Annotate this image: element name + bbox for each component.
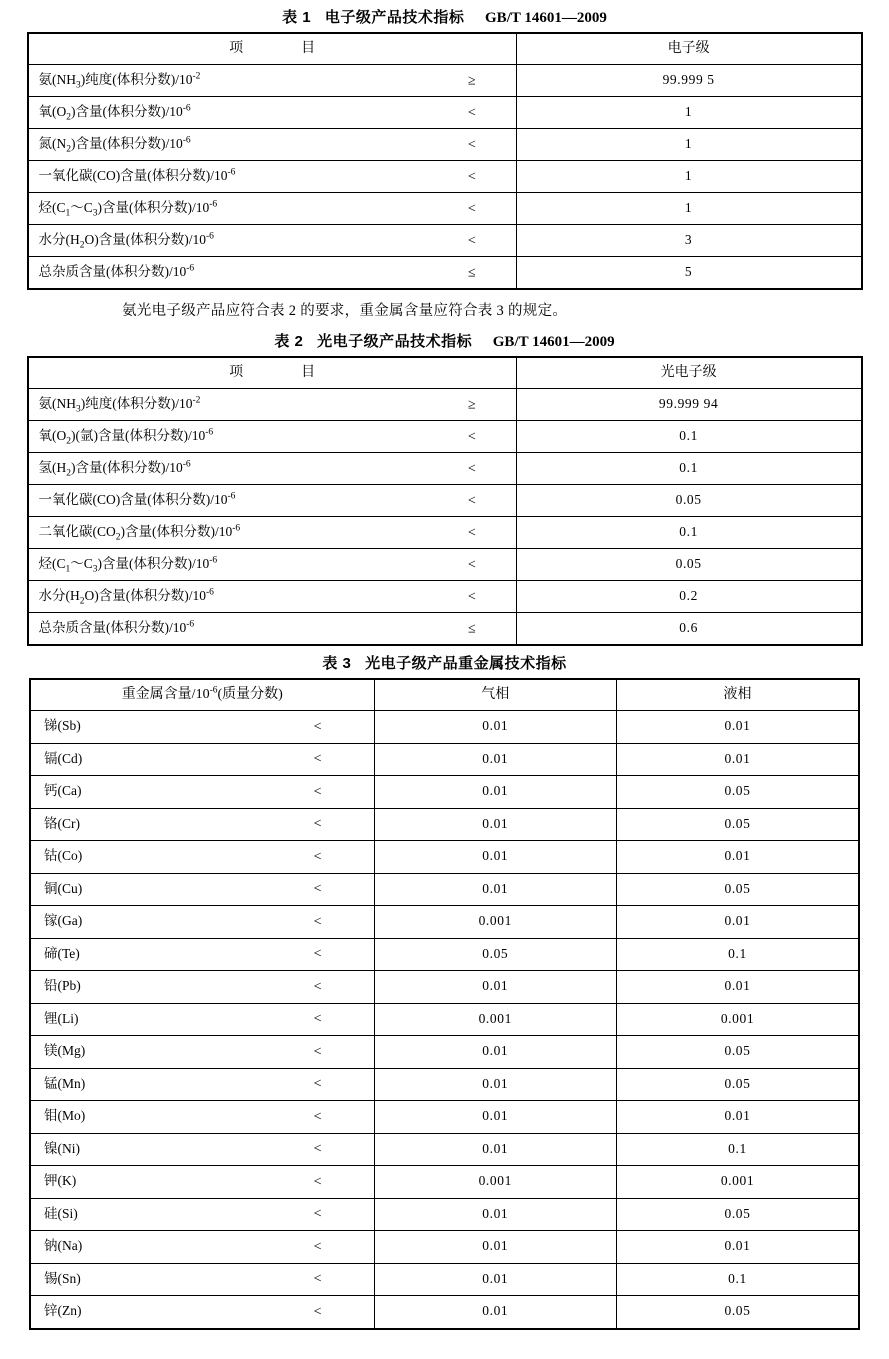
table-row bbox=[30, 1036, 859, 1069]
row-item-label: 总杂质含量(体积分数)$/10^{-6}$ ≤ bbox=[28, 613, 517, 646]
row-item-label: 碲(Te) < bbox=[30, 938, 374, 971]
row-item-label: 一氧化碳(CO)含量(体积分数)$/10^{-6}$ < bbox=[28, 485, 517, 517]
row-value-liquid: 0.01 bbox=[617, 1231, 860, 1264]
row-value-liquid: 0.001 bbox=[617, 1166, 860, 1199]
table-2-caption-standard: GB/T 14601—2009 bbox=[492, 334, 615, 350]
table-row bbox=[28, 65, 862, 97]
row-item-label: 铬(Cr) < bbox=[30, 808, 374, 841]
row-value: 0.1 bbox=[516, 421, 861, 453]
row-value: 0.05 bbox=[516, 485, 861, 517]
row-value-liquid: 0.05 bbox=[617, 776, 860, 809]
comparison-symbol: < bbox=[313, 979, 322, 995]
comparison-symbol: < bbox=[313, 784, 322, 800]
table-row bbox=[28, 453, 862, 485]
row-value: 0.1 bbox=[516, 517, 861, 549]
comparison-symbol: < bbox=[313, 719, 322, 735]
table-3-caption-title: 光电子级产品重金属技术指标 bbox=[365, 655, 567, 672]
table-row bbox=[30, 1263, 859, 1296]
row-item-label: 镓(Ga) < bbox=[30, 906, 374, 939]
table-row bbox=[30, 743, 859, 776]
table-row bbox=[30, 711, 859, 744]
comparison-symbol: < bbox=[313, 1271, 322, 1287]
row-value-gas: 0.05 bbox=[374, 938, 616, 971]
table-row bbox=[30, 808, 859, 841]
row-value: 1 bbox=[516, 161, 861, 193]
row-item-label: 钙(Ca) < bbox=[30, 776, 374, 809]
row-value-liquid: 0.05 bbox=[617, 1068, 860, 1101]
row-value-liquid: 0.05 bbox=[617, 1036, 860, 1069]
table-1-caption bbox=[0, 0, 889, 32]
table-row bbox=[28, 161, 862, 193]
row-item-label: 氧$(O_2)$含量(体积分数)$/10^{-6}$ < bbox=[28, 97, 517, 129]
row-value-liquid: 0.01 bbox=[617, 971, 860, 1004]
row-value-gas: 0.01 bbox=[374, 1198, 616, 1231]
row-value-liquid: 0.1 bbox=[617, 938, 860, 971]
table-1 bbox=[27, 32, 863, 290]
row-value: 5 bbox=[516, 257, 861, 290]
row-value-gas: 0.01 bbox=[374, 1296, 616, 1329]
table-row bbox=[28, 357, 862, 389]
row-value-liquid: 0.01 bbox=[617, 1101, 860, 1134]
comparison-symbol: ≤ bbox=[468, 620, 476, 636]
row-value-liquid: 0.1 bbox=[617, 1263, 860, 1296]
table-row bbox=[28, 257, 862, 290]
row-item-label: 氨$(NH_3)$纯度(体积分数)$/10^{-2}$ ≥ bbox=[28, 65, 517, 97]
table-row bbox=[30, 906, 859, 939]
comparison-symbol: < bbox=[313, 1076, 322, 1092]
row-value: 3 bbox=[516, 225, 861, 257]
table-row bbox=[30, 776, 859, 809]
row-value: 99.999 94 bbox=[516, 389, 861, 421]
row-value-liquid: 0.05 bbox=[617, 808, 860, 841]
comparison-symbol: ≥ bbox=[468, 72, 476, 88]
row-value-gas: 0.01 bbox=[374, 1101, 616, 1134]
row-value-gas: 0.01 bbox=[374, 873, 616, 906]
row-item-label: 烃$(C_1\sim C_3)$含量(体积分数)$/10^{-6}$ < bbox=[28, 549, 517, 581]
row-value: 1 bbox=[516, 193, 861, 225]
table-row bbox=[28, 129, 862, 161]
comparison-symbol: < bbox=[313, 1109, 322, 1125]
row-value-gas: 0.01 bbox=[374, 776, 616, 809]
comparison-symbol: < bbox=[313, 914, 322, 930]
row-item-label: 水分$(H_2O)$含量(体积分数)$/10^{-6}$ < bbox=[28, 225, 517, 257]
comparison-symbol: < bbox=[313, 816, 322, 832]
row-value-gas: 0.01 bbox=[374, 808, 616, 841]
comparison-symbol: < bbox=[467, 428, 476, 444]
comparison-symbol: < bbox=[313, 1206, 322, 1222]
table-row bbox=[28, 613, 862, 646]
row-value-gas: 0.01 bbox=[374, 711, 616, 744]
table-row bbox=[28, 421, 862, 453]
row-value-liquid: 0.05 bbox=[617, 873, 860, 906]
table-row bbox=[28, 225, 862, 257]
row-item-label: 硅(Si) < bbox=[30, 1198, 374, 1231]
table-row bbox=[30, 1133, 859, 1166]
table-row bbox=[28, 193, 862, 225]
comparison-symbol: ≥ bbox=[468, 396, 476, 412]
column-header-item: 项 目 bbox=[28, 33, 517, 65]
row-item-label: 氮$(N_2)$含量(体积分数)$/10^{-6}$ < bbox=[28, 129, 517, 161]
row-value: 1 bbox=[516, 129, 861, 161]
table-row bbox=[30, 971, 859, 1004]
table-row bbox=[28, 389, 862, 421]
table-row bbox=[28, 517, 862, 549]
comparison-symbol: < bbox=[467, 136, 476, 152]
comparison-symbol: < bbox=[313, 1011, 322, 1027]
row-value: 0.6 bbox=[516, 613, 861, 646]
column-header-grade: 光电子级 bbox=[516, 357, 861, 389]
row-value-gas: 0.001 bbox=[374, 1003, 616, 1036]
comparison-symbol: < bbox=[313, 751, 322, 767]
comparison-symbol: < bbox=[467, 104, 476, 120]
row-value: 99.999 5 bbox=[516, 65, 861, 97]
row-item-label: 烃$(C_1\sim C_3)$含量(体积分数)$/10^{-6}$ < bbox=[28, 193, 517, 225]
table-row bbox=[30, 873, 859, 906]
row-value: 1 bbox=[516, 97, 861, 129]
row-value-gas: 0.01 bbox=[374, 1231, 616, 1264]
table-row bbox=[28, 549, 862, 581]
row-value-gas: 0.01 bbox=[374, 1263, 616, 1296]
table-3-caption bbox=[0, 646, 889, 678]
comparison-symbol: ≤ bbox=[468, 264, 476, 280]
table-3-caption-label: 表 3 bbox=[322, 655, 352, 672]
column-header-grade: 电子级 bbox=[516, 33, 861, 65]
table-3 bbox=[29, 678, 860, 1330]
row-item-label: 一氧化碳(CO)含量(体积分数)$/10^{-6}$ < bbox=[28, 161, 517, 193]
table-2 bbox=[27, 356, 863, 646]
table-row bbox=[30, 1166, 859, 1199]
table-row bbox=[30, 1068, 859, 1101]
comparison-symbol: < bbox=[313, 946, 322, 962]
comparison-symbol: < bbox=[467, 524, 476, 540]
row-item-label: 氨$(NH_3)$纯度(体积分数)$/10^{-2}$ ≥ bbox=[28, 389, 517, 421]
row-value-liquid: 0.01 bbox=[617, 711, 860, 744]
comparison-symbol: < bbox=[467, 588, 476, 604]
comparison-symbol: < bbox=[313, 1239, 322, 1255]
row-item-label: 锑(Sb) < bbox=[30, 711, 374, 744]
column-header-item: 项 目 bbox=[28, 357, 517, 389]
row-value: 0.2 bbox=[516, 581, 861, 613]
table-row bbox=[28, 581, 862, 613]
comparison-symbol: < bbox=[313, 1141, 322, 1157]
row-value-gas: 0.001 bbox=[374, 1166, 616, 1199]
table-row bbox=[30, 1101, 859, 1134]
table-row bbox=[30, 1231, 859, 1264]
table-row bbox=[30, 938, 859, 971]
comparison-symbol: < bbox=[467, 200, 476, 216]
row-item-label: 总杂质含量(体积分数)$/10^{-6}$ ≤ bbox=[28, 257, 517, 290]
table-row bbox=[30, 679, 859, 711]
row-item-label: 锰(Mn) < bbox=[30, 1068, 374, 1101]
row-value-liquid: 0.001 bbox=[617, 1003, 860, 1036]
table-1-caption-label: 表 1 bbox=[282, 9, 312, 26]
row-item-label: 水分$(H_2O)$含量(体积分数)$/10^{-6}$ < bbox=[28, 581, 517, 613]
comparison-symbol: < bbox=[313, 1174, 322, 1190]
row-value-gas: 0.01 bbox=[374, 1068, 616, 1101]
row-value-gas: 0.01 bbox=[374, 971, 616, 1004]
row-value-gas: 0.01 bbox=[374, 1133, 616, 1166]
row-value-gas: 0.01 bbox=[374, 1036, 616, 1069]
row-value-gas: 0.01 bbox=[374, 743, 616, 776]
column-header-liquid-phase: 液相 bbox=[617, 679, 860, 711]
column-header-gas-phase: 气相 bbox=[374, 679, 616, 711]
table-1-caption-standard: GB/T 14601—2009 bbox=[485, 10, 607, 26]
comparison-symbol: < bbox=[467, 556, 476, 572]
row-value-liquid: 0.01 bbox=[617, 743, 860, 776]
row-item-label: 镍(Ni) < bbox=[30, 1133, 374, 1166]
row-item-label: 锂(Li) < bbox=[30, 1003, 374, 1036]
row-item-label: 二氧化碳$(CO_2)$含量(体积分数)$/10^{-6}$ < bbox=[28, 517, 517, 549]
table-2-caption-label: 表 2 bbox=[274, 333, 304, 350]
row-value-liquid: 0.01 bbox=[617, 841, 860, 874]
row-item-label: 铅(Pb) < bbox=[30, 971, 374, 1004]
row-value-liquid: 0.01 bbox=[617, 906, 860, 939]
table-2-caption-title: 光电子级产品技术指标 bbox=[317, 333, 473, 350]
comparison-symbol: < bbox=[467, 232, 476, 248]
table-2-caption bbox=[0, 324, 889, 356]
row-value: 0.1 bbox=[516, 453, 861, 485]
comparison-symbol: < bbox=[467, 460, 476, 476]
row-value-liquid: 0.1 bbox=[617, 1133, 860, 1166]
row-value-gas: 0.001 bbox=[374, 906, 616, 939]
row-item-label: 镁(Mg) < bbox=[30, 1036, 374, 1069]
note-paragraph: 氨光电子级产品应符合表 2 的要求，重金属含量应符合表 3 的规定。 bbox=[122, 303, 568, 319]
row-item-label: 锌(Zn) < bbox=[30, 1296, 374, 1329]
table-row bbox=[30, 1296, 859, 1329]
table-1-caption-title: 电子级产品技术指标 bbox=[324, 9, 465, 26]
row-item-label: 钾(K) < bbox=[30, 1166, 374, 1199]
comparison-symbol: < bbox=[313, 849, 322, 865]
table-row bbox=[28, 485, 862, 517]
row-value-liquid: 0.05 bbox=[617, 1296, 860, 1329]
row-item-label: 钴(Co) < bbox=[30, 841, 374, 874]
table-row bbox=[30, 1003, 859, 1036]
table-row bbox=[28, 97, 862, 129]
row-item-label: 钼(Mo) < bbox=[30, 1101, 374, 1134]
column-header-metal: 重金属含量$/10^{-6}$(质量分数) bbox=[30, 679, 374, 711]
row-item-label: 镉(Cd) < bbox=[30, 743, 374, 776]
comparison-symbol: < bbox=[467, 168, 476, 184]
table-row bbox=[28, 33, 862, 65]
table-row bbox=[30, 1198, 859, 1231]
row-item-label: 铜(Cu) < bbox=[30, 873, 374, 906]
row-item-label: 钠(Na) < bbox=[30, 1231, 374, 1264]
row-value-gas: 0.01 bbox=[374, 841, 616, 874]
row-item-label: 氧$(O_2)$(氩)含量(体积分数)$/10^{-6}$ < bbox=[28, 421, 517, 453]
row-item-label: 锡(Sn) < bbox=[30, 1263, 374, 1296]
row-value: 0.05 bbox=[516, 549, 861, 581]
table-row bbox=[30, 841, 859, 874]
row-item-label: 氢$(H_2)$含量(体积分数)$/10^{-6}$ < bbox=[28, 453, 517, 485]
row-value-liquid: 0.05 bbox=[617, 1198, 860, 1231]
comparison-symbol: < bbox=[313, 881, 322, 897]
comparison-symbol: < bbox=[313, 1044, 322, 1060]
comparison-symbol: < bbox=[313, 1304, 322, 1320]
comparison-symbol: < bbox=[467, 492, 476, 508]
